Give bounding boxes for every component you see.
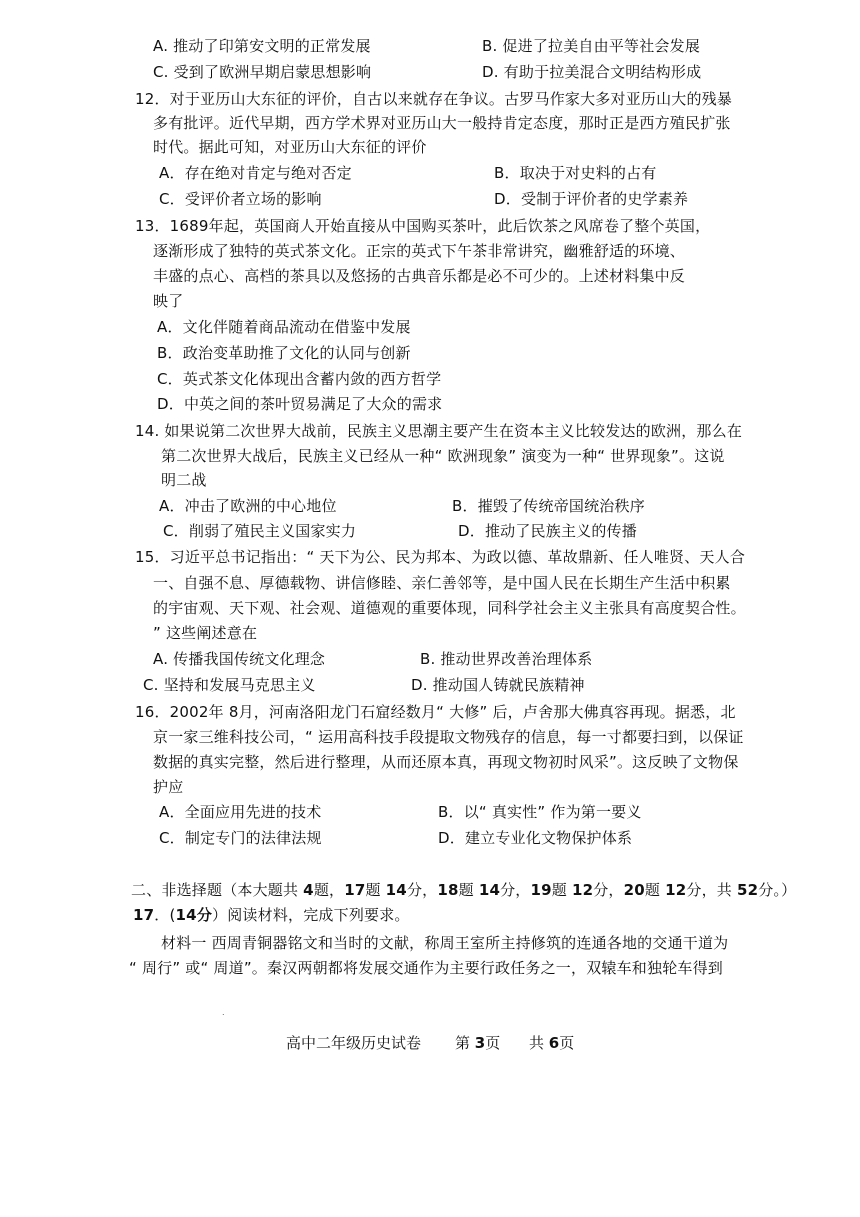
- q12-option-d: D．受制于评价者的史学素养: [494, 190, 689, 208]
- q17-number: 17: [133, 906, 155, 924]
- q15-option-c: C. 坚持和发展马克思主义: [143, 676, 316, 694]
- q14-option-a: A．冲击了欧洲的中心地位: [159, 497, 337, 515]
- q13-stem-line: 13．1689年起，英国商人开始直接从中国购买茶叶，此后饮茶之风席卷了整个英国，: [135, 217, 711, 235]
- q13-stem-line: 丰盛的点心、高档的茶具以及悠扬的古典音乐都是必不可少的。上述材料集中反: [153, 267, 686, 285]
- q16-stem-line: 护应: [153, 778, 184, 796]
- q14-option-d: D．推动了民族主义的传播: [458, 522, 637, 540]
- q14-stem-line: 第二次世界大战后，民族主义已经从一种“ 欧洲现象” 演变为一种“ 世界现象”。这说: [161, 447, 725, 465]
- q14-option-b: B．摧毁了传统帝国统治秩序: [452, 497, 645, 515]
- q17-material-line: “ 周行” 或“ 周道”。秦汉两朝都将发展交通作为主要行政任务之一，双辕车和独轮车得到: [129, 959, 723, 977]
- q15-option-b: B. 推动世界改善治理体系: [420, 650, 593, 668]
- q13-stem-line: 映了: [153, 292, 184, 310]
- q15-stem-line: 的宇宙观、天下观、社会观、道德观的重要体现，同科学社会主义主张具有高度契合性。: [153, 599, 746, 617]
- q13-option-d: D．中英之间的茶叶贸易满足了大众的需求: [157, 395, 443, 413]
- section2-heading: 二、非选择题（本大题共 4题，17题 14分，18题 14分，19题 12分，20题 12分，共 52分。）: [131, 881, 797, 899]
- q11-option-a: A. 推动了印第安文明的正常发展: [153, 37, 371, 55]
- q13-option-a: A．文化伴随着商品流动在借鉴中发展: [157, 318, 411, 336]
- q17-score: 14: [175, 906, 197, 924]
- q15-stem-line: 一、自强不息、厚德载物、讲信修睦、亲仁善邻等，是中国人民在长期生产生活中积累: [153, 574, 731, 592]
- q12-stem-line: 12．对于亚历山大东征的评价，自古以来就存在争议。古罗马作家大多对亚历山大的残暴: [135, 90, 733, 108]
- q16-option-c: C．制定专门的法律法规: [159, 829, 322, 847]
- q14-stem-line: 14. 如果说第二次世界大战前，民族主义思潮主要产生在资本主义比较发达的欧洲，那么在: [135, 422, 743, 440]
- footer-total-pages: 共 6页: [529, 1034, 575, 1052]
- q16-option-a: A．全面应用先进的技术: [159, 803, 322, 821]
- q16-stem-line: 京一家三维科技公司，“ 运用高科技手段提取文物残存的信息，每一寸都要扫到，以保证: [153, 728, 744, 746]
- q12-stem-line: 时代。据此可知，对亚历山大东征的评价: [153, 138, 427, 156]
- q11-option-b: B. 促进了拉美自由平等社会发展: [482, 37, 701, 55]
- q16-option-b: B．以“ 真实性” 作为第一要义: [438, 803, 642, 821]
- q15-stem-line: ” 这些阐述意在: [153, 624, 258, 642]
- q15-option-d: D. 推动国人铸就民族精神: [411, 676, 585, 694]
- q12-option-b: B．取决于对史料的占有: [494, 164, 657, 182]
- q17-heading: 17．(14分）阅读材料，完成下列要求。: [133, 906, 410, 924]
- q14-option-c: C．削弱了殖民主义国家实力: [163, 522, 357, 540]
- q13-option-c: C．英式茶文化体现出含蓄内敛的西方哲学: [157, 370, 442, 388]
- q17-material-line: 材料一 西周青铜器铭文和当时的文献，称周王室所主持修筑的连通各地的交通干道为: [161, 934, 729, 952]
- q16-option-d: D．建立专业化文物保护体系: [438, 829, 633, 847]
- footer-page-number: 第 3页: [455, 1034, 501, 1052]
- q12-option-a: A．存在绝对肯定与绝对否定: [159, 164, 352, 182]
- q15-option-a: A. 传播我国传统文化理念: [153, 650, 326, 668]
- stray-mark: .: [222, 1008, 225, 1017]
- q13-option-b: B．政治变革助推了文化的认同与创新: [157, 344, 411, 362]
- q12-stem-line: 多有批评。近代早期，西方学术界对亚历山大一般持肯定态度，那时正是西方殖民扩张: [153, 114, 731, 132]
- q11-option-d: D. 有助于拉美混合文明结构形成: [482, 63, 702, 81]
- q16-stem-line: 16．2002年 8月，河南洛阳龙门石窟经数月“ 大修” 后，卢舍那大佛真容再现。据悉，北: [135, 703, 736, 721]
- footer-exam-name: 高中二年级历史试卷: [286, 1034, 422, 1052]
- q15-stem-line: 15．习近平总书记指出：“ 天下为公、民为邦本、为政以德、革故鼎新、任人唯贤、天人合: [135, 548, 746, 566]
- q11-option-c: C. 受到了欧洲早期启蒙思想影响: [153, 63, 372, 81]
- q13-stem-line: 逐渐形成了独特的英式茶文化。正宗的英式下午茶非常讲究，幽雅舒适的环境、: [153, 242, 686, 260]
- q12-option-c: C．受评价者立场的影响: [159, 190, 322, 208]
- q14-stem-line: 明二战: [161, 471, 207, 489]
- q16-stem-line: 数据的真实完整，然后进行整理，从而还原本真，再现文物初时风采”。这反映了文物保: [153, 753, 739, 771]
